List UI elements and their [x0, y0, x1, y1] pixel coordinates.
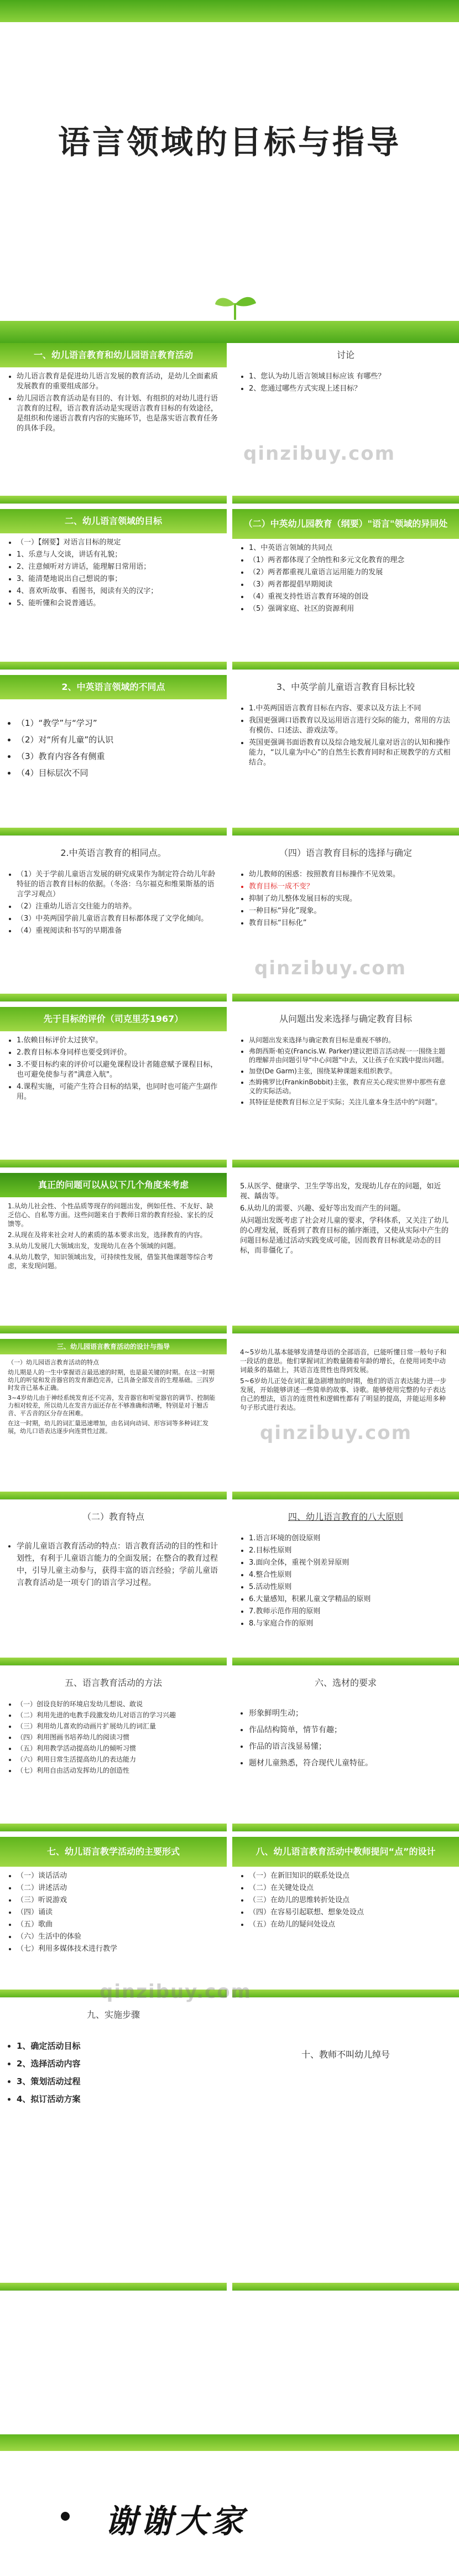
slide-line: • 3、能清楚地说出自己想说的事； — [17, 574, 219, 584]
slide-line: • 幼儿园语言教育活动是有目的、有计划、有组织的对幼儿进行语言教育的过程，语言教育活动是实现语言教育目标的有效途径，是组织和传递语言教育内容的实施环节，也是落实语言教育任务的具体手段。 — [17, 394, 219, 434]
slide-line: • 3、策划活动过程 — [17, 2074, 219, 2089]
slide-line: • 4.课程实施，可能产生符合目标的结果，也同时也可能产生副作用。 — [17, 1082, 219, 1102]
slide-heading: 真正的问题可以从以下几个角度来考虑 — [0, 1173, 227, 1197]
slide-3 — [0, 509, 227, 670]
slide-line: • 4.整合性原则 — [249, 1570, 451, 1580]
slide-line: • （七）利用多媒体技术进行教学 — [17, 1944, 219, 1954]
slide-line: • （二）在关键处设点 — [249, 1883, 451, 1893]
slide-line: • 弗朗西斯·帕克(Francis.W. Parker)建议把语言活动视一一围绕主题的理解并由问题引导“中心问题”中去，又让孩子在实践中提出问题。 — [249, 1047, 451, 1064]
slide-15 — [0, 1505, 227, 1666]
slide-10 — [232, 1007, 459, 1168]
slide-line: • （一）创设良好的环境启发幼儿想说、敢说 — [17, 1700, 219, 1708]
slide-line: 4.从幼儿数学，知识领域出发，可持续性发展，借鉴其他课题等综合考虑，来发现问题。 — [8, 1253, 213, 1270]
slide-heading: 八、幼儿语言教育活动中教师提问“点”的设计 — [232, 1837, 459, 1867]
slide-line: 3~4岁幼儿由于神经系统发育还不完善，发音器官和听觉器官的调节、控制能力相对较差，所以幼儿在发音方面还存在不够准确和清晰，特别是对于翘舌音、平舌音的区分存在困难。 — [8, 1394, 216, 1417]
slide-line: • （三）在幼儿的思维转折处设点 — [249, 1895, 451, 1905]
slide-line: • （五）在幼儿的疑问处设点 — [249, 1920, 451, 1930]
slide-line: 6.从幼儿的需要、兴趣、爱好等出发而产生的问题。 — [240, 1204, 405, 1213]
title-slide — [0, 0, 459, 343]
slide-line: • 3.面向全体，重视个别差异原则 — [249, 1558, 451, 1568]
slide-17 — [0, 1671, 227, 1832]
watermark: qinzibuy.com — [100, 1981, 252, 2003]
slide-line: • 8.与家庭合作的原则 — [249, 1619, 451, 1629]
slide-heading: 先于目标的评价（司克里芬1967） — [0, 1007, 227, 1031]
slide-line: • 从问题出发来选择与确定教育目标是重视不够的。 — [249, 1036, 451, 1045]
slide-line: • （1）“教学”与“学习” — [17, 716, 219, 730]
slide-heading: 二、幼儿语言领域的目标 — [0, 509, 227, 533]
slide-line: • （一）谈话活动 — [17, 1871, 219, 1881]
thanks-text: 谢谢大家 — [105, 2502, 247, 2540]
slide-line: • （2）两者都重视儿童语言运用能力的发展 — [249, 568, 451, 578]
slide-heading: （二）教育特点 — [82, 1512, 144, 1522]
slide-line: • （六）利用日常生活提高幼儿的表达能力 — [17, 1755, 219, 1764]
slide-line: 3.从幼儿发展几大领域出发，发现幼儿在各个领域的问题。 — [8, 1242, 180, 1250]
slide-line: • 幼儿教师的困惑：按照教育目标操作不见效果。 — [249, 870, 451, 880]
slide-line: • 5、能听懂和会说普通话。 — [17, 599, 219, 609]
slide-line: • 1、中英语言领域的共同点 — [249, 543, 451, 553]
watermark: qinzibuy.com — [254, 957, 407, 979]
slide-heading: 2、中英语言领域的不同点 — [0, 675, 227, 699]
slide-20 — [232, 1837, 459, 1998]
thanks-slide — [0, 2434, 459, 2576]
slide-line: • 幼儿语言教育是促进幼儿语言发展的教育活动，是幼儿全面素质发展教育的重要组成部分。 — [17, 372, 219, 392]
slide-heading: 从问题出发来选择与确定教育目标 — [279, 1014, 412, 1024]
slide-line: • 1.依赖目标评价太过狭窄。 — [17, 1036, 219, 1046]
slide-line: • 7.教师示范作用的原则 — [249, 1607, 451, 1617]
slide-line: 2.从现在及将来社会对人的素质的基本要求出发，选择教育的内容。 — [8, 1231, 207, 1239]
slide-heading: 一、幼儿语言教育和幼儿园语言教育活动 — [0, 343, 227, 367]
slide-line: • 加登(De Garm)主张，围绕某种课题来组织教学。 — [249, 1067, 451, 1076]
green-band-top — [0, 0, 459, 22]
slide-18 — [232, 1671, 459, 1832]
slide-line: • （二）利用先进的电教手段激发幼儿对语言的学习兴趣 — [17, 1711, 219, 1720]
slide-line: • 2.教育目标本身同样也要受到评价。 — [17, 1048, 219, 1058]
slide-line: • 抑制了幼儿整体发展目标的实现。 — [249, 894, 451, 904]
slide-line: • 作品的语言浅显易懂； — [249, 1739, 451, 1754]
slide-line: 十、教师不叫幼儿绰号 — [301, 2049, 390, 2060]
slide-line: • （3）教育内容各有侧重 — [17, 749, 219, 764]
slide-heading: 五、语言教育活动的方法 — [64, 1677, 162, 1688]
slide-line: • 1、乐意与人交谈，讲话有礼貌； — [17, 550, 219, 560]
slide-line: • （2）注重幼儿语言交往能力的培养。 — [17, 902, 219, 912]
watermark: qinzibuy.com — [260, 1422, 413, 1444]
bullet-icon — [61, 2512, 70, 2521]
slide-heading: 六、选材的要求 — [314, 1677, 377, 1688]
slide-line: • 5.活动性原则 — [249, 1582, 451, 1592]
slide-line: • 学前儿童语言教育活动的特点：语言教育活动的目的性和计划性，有利于儿童语言能力的全面发展；在整合的教育过程中，引导儿童主动参与，获得丰富的语言经验；学前儿童语言教育活动是一项专门的语言学习过程。 — [17, 1540, 219, 1589]
slide-4 — [232, 509, 459, 670]
slide-line: • 形象鲜明生动； — [249, 1706, 451, 1721]
slide-7 — [0, 841, 227, 1002]
slide-heading: 2.中英语言教育的相同点。 — [60, 848, 166, 858]
slide-line: • 1.中英两国语言教育目标在内容、要求以及方法上不同 — [249, 704, 451, 714]
slide-line: • （五）歌曲 — [17, 1920, 219, 1930]
slide-line: • （1）关于学前儿童语言发展的研究成果作为制定符合幼儿年龄特征的语言教育目标的依据。（冬洛：乌尔福克和维果斯基的语言学习观点） — [17, 870, 219, 900]
slide-line: • 我国更强调口语教育以及运用语言进行交际的能力，常用的方法有模仿、口述法、游戏法等。 — [249, 716, 451, 736]
slide-line: • （四）在容易引起联想、想象处设点 — [249, 1908, 451, 1918]
slide-line: • （三）利用幼儿喜欢的动画片扩展幼儿的词汇量 — [17, 1722, 219, 1731]
slide-line: • 2、您通过哪些方式实现上述目标？ — [249, 384, 451, 394]
slide-line: • 1、确定活动目标 — [17, 2038, 219, 2054]
slide-line: • 2、注意倾听对方讲话，能理解日常用语； — [17, 562, 219, 572]
slide-5 — [0, 675, 227, 836]
slide-12 — [232, 1173, 459, 1334]
slide-19 — [0, 1837, 227, 1998]
slide-line: • 作品结构简单，情节有趣； — [249, 1723, 451, 1737]
slide-line: 5~6岁幼儿正处在词汇量急剧增加的时期，他们的语言表达能力进一步发展，开始能够讲述一些简单的故事、诗歌。能够使用完整的句子表达自己的想法，语言的连贯性和逻辑性都有了明显的提高，并能运用多种句子形式进行表达。 — [240, 1377, 447, 1411]
slide-line: • （1）两者都体现了全纳性和多元文化教育的理念 — [249, 555, 451, 565]
slide-heading: 七、幼儿语言教学活动的主要形式 — [0, 1837, 227, 1867]
slide-line: • 其特征是使教育目标立足于实际；关注儿童本身生活中的“问题”。 — [249, 1098, 451, 1107]
slide-line: • 2、选择活动内容 — [17, 2056, 219, 2071]
slide-heading: 讨论 — [336, 350, 354, 360]
slide-line: • 2.目标性原则 — [249, 1546, 451, 1556]
slide-line: • 4、喜欢听故事、看图书，阅读有关的汉字； — [17, 586, 219, 596]
slide-line: 在这一时期，幼儿的词汇量迅速增加，由名词向动词、形容词等多种词汇发展，幼儿口语表达逐步向连贯性过渡。 — [8, 1420, 208, 1435]
slide-line: • （4）目标层次不同 — [17, 766, 219, 780]
slide-line: 4~5岁幼儿基本能够发清楚母语的全部语音，已能听懂日常一般句子和一段话的意思。他们掌握词汇的数量随着年龄的增长，在使用词类中动词最多的基础上，其语言连贯性也得到发展。 — [240, 1348, 447, 1374]
slide-line: • （一）在新旧知识的联系处设点 — [249, 1871, 451, 1881]
slide-16 — [232, 1505, 459, 1666]
slide-13 — [0, 1339, 227, 1500]
slide-line: • 杰姆佛罗比(FrankinBobbit)主张，教育应关心现实世界中那些有意义的实际活动。 — [249, 1078, 451, 1095]
slide-9 — [0, 1007, 227, 1168]
slide-line: 幼儿期是人的一生中掌握语言最迅速的时期，也是最关键的时期。在这一时期幼儿的听觉和发音器官的发育渐趋完善，已具备全部发音的生理基础。三四岁时发音已基本正确。 — [8, 1369, 215, 1391]
green-band-bottom — [0, 321, 459, 343]
slide-line: • 6.大量感知，积累儿童文学精品的原则 — [249, 1595, 451, 1604]
slide-heading: 三、幼儿园语言教育活动的设计与指导 — [0, 1339, 227, 1354]
slide-14 — [232, 1339, 459, 1500]
slide-line: • （六）生活中的体验 — [17, 1932, 219, 1942]
slide-1 — [0, 343, 227, 504]
slide-line: • （5）强调家庭、社区的资源利用 — [249, 604, 451, 614]
slide-line: （一）幼儿园语言教育活动的特点 — [8, 1359, 99, 1366]
slide-heading: 四、幼儿语言教育的八大原则 — [288, 1512, 403, 1522]
slide-line: • 教育目标一成不变？ — [249, 882, 451, 892]
slide-line: • 4、拟订活动方案 — [17, 2091, 219, 2107]
slide-line: • （4）重视阅读和书写的早期准备 — [17, 926, 219, 936]
slide-heading: 九、实施步骤 — [86, 2009, 140, 2020]
slide-line: • （四）诵读 — [17, 1908, 219, 1918]
slide-line: • （三）听说游戏 — [17, 1895, 219, 1905]
watermark: qinzibuy.com — [243, 443, 396, 465]
slide-line: • （2）对“所有儿童”的认识 — [17, 733, 219, 747]
slide-line: 5.从医学、健康学、卫生学等出发，发现幼儿存在的问题，如近视、龋齿等。 — [240, 1182, 441, 1201]
slide-line: • （二）讲述活动 — [17, 1883, 219, 1893]
slide-heading: （四）语言教育目标的选择与确定 — [279, 848, 412, 858]
slide-line: • （五）利用教学活动提高幼儿的倾听习惯 — [17, 1744, 219, 1753]
slide-line: • （3）中英两国学前儿童语言教育目标都体现了文学化倾向。 — [17, 914, 219, 924]
slide-line: 1.从幼儿社会性、个性品质等现存的问题出发，例如任性、不友好、缺乏信心、自私等方面。这些问题来自于教师日常的教育经验、家长的反馈等。 — [8, 1202, 214, 1228]
sprout-icon — [213, 288, 257, 321]
slide-line: • 一种目标“异化”现象。 — [249, 906, 451, 916]
page-title: 语言领域的目标与指导 — [58, 123, 401, 161]
slide-line: • 题材儿童熟悉，符合现代儿童特征。 — [249, 1756, 451, 1770]
slide-21 — [0, 1981, 252, 2291]
slide-11 — [0, 1173, 227, 1334]
slide-line: • 3.不要目标约束的评价可以避免课程设计者随意赋予课程目标，也可避免使参与者"满意入航"。 — [17, 1060, 219, 1080]
slide-line: • 英国更强调书面语教育以及综合地发展儿童对语言的认知和操作能力，“以儿童为中心”的自然生长教育同时和正规教学的方式相结合。 — [249, 738, 451, 768]
slide-22 — [232, 2003, 459, 2291]
slide-2 — [232, 343, 459, 504]
slide-line: • 1、您认为幼儿语言领域目标应该 有哪些？ — [249, 372, 451, 382]
slide-8 — [232, 841, 459, 1002]
slide-line: • （七）利用自由活动发挥幼儿的创造性 — [17, 1766, 219, 1775]
slide-line: • 1.语言环境的创设原则 — [249, 1534, 451, 1544]
slide-line: • （四）利用图画书培养幼儿的阅读习惯 — [17, 1733, 219, 1742]
slide-line: • （4）重视支持性语言教育环境的创设 — [249, 592, 451, 602]
slide-line: 从问题出发既考虑了社会对儿童的要求，学科体系，又关注了幼儿的心理发展，既看到了教育目标的循序渐进，又使从实际中产生的问题目标是通过活动实践变成可能，因而教育目标就是动态的目标，而非僵化了。 — [240, 1217, 449, 1255]
slide-6 — [232, 675, 459, 836]
slide-heading: 3、中英学前儿童语言教育目标比较 — [276, 682, 415, 692]
slide-heading: （二）中英幼儿园教育（纲要）"语言"领域的异同处 — [232, 509, 459, 539]
slide-line: • （一）【纲要】对语言目标的规定 — [17, 538, 219, 548]
slide-line: • 教育目标“目标化” — [249, 918, 451, 928]
slide-line: • （3）两者都提倡早期阅读 — [249, 580, 451, 590]
